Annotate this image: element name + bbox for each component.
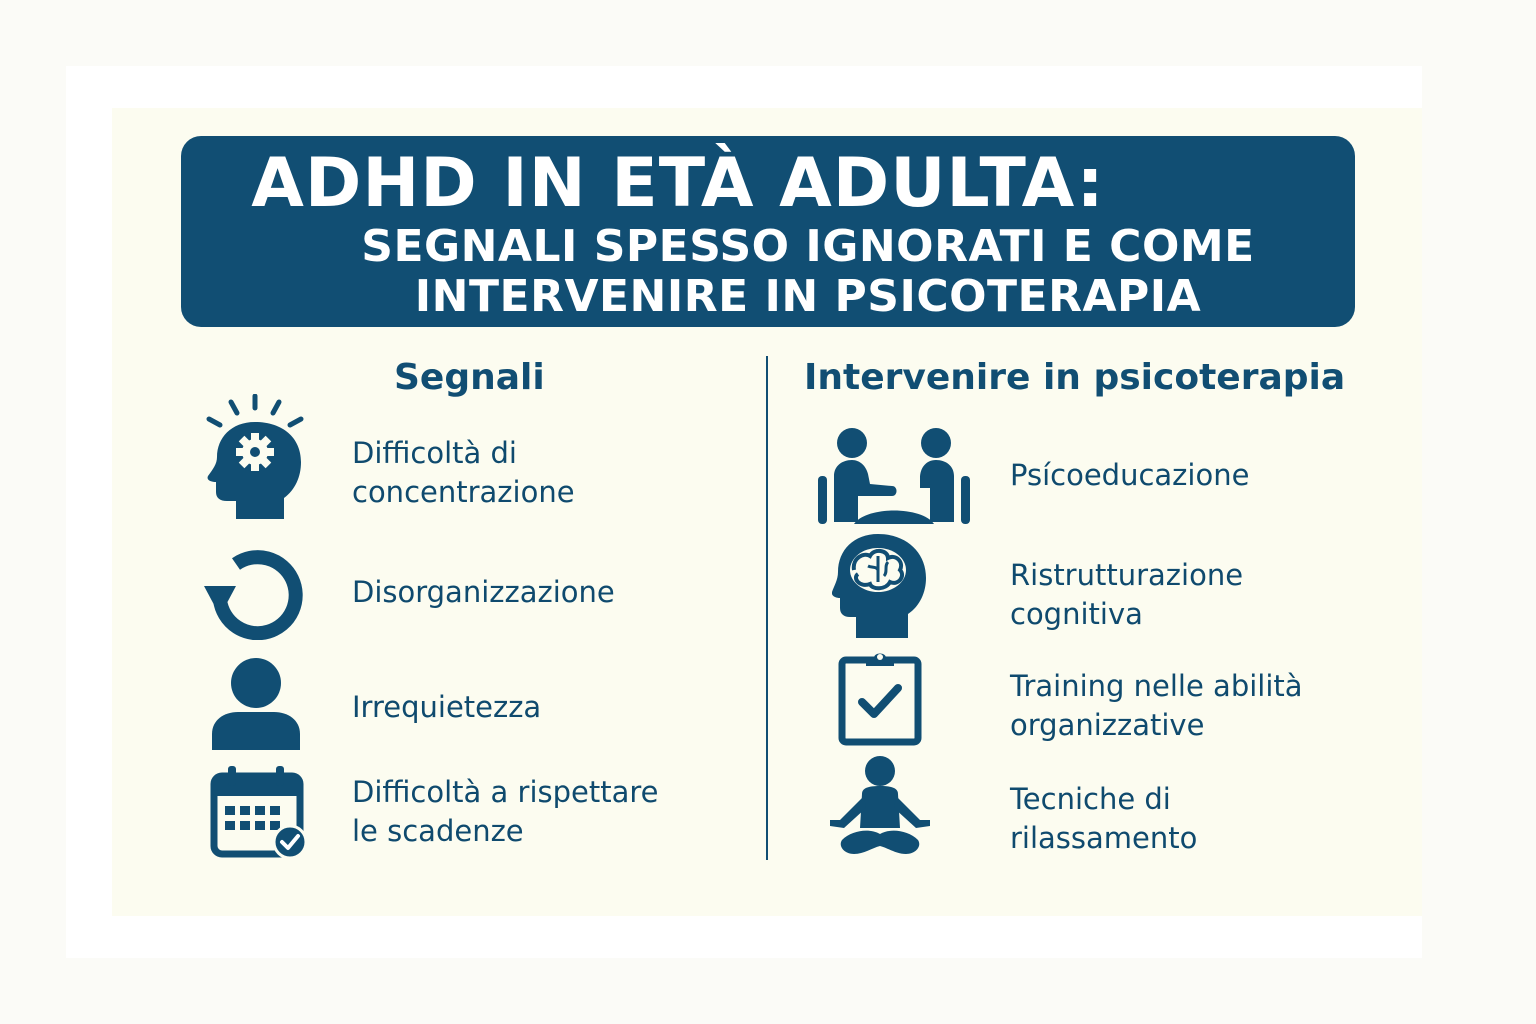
title-line-2: SEGNALI SPESSO IGNORATI E COME — [361, 221, 1255, 272]
signal-item-1 — [352, 434, 575, 512]
intervention-item-3-line-2: organizzative — [1010, 708, 1205, 742]
signal-item-1-line-1: Difficoltà di — [352, 436, 517, 470]
clipboard-check-icon — [838, 650, 922, 746]
signal-item-3 — [352, 688, 541, 727]
signal-item-4 — [352, 773, 659, 851]
intervention-item-3 — [1010, 667, 1303, 745]
intervention-item-2 — [1010, 556, 1243, 634]
intervention-item-4-line-2: rilassamento — [1010, 821, 1198, 855]
intervention-item-3-line-1: Training nelle abilità — [1010, 669, 1303, 703]
circular-arrow-icon — [202, 544, 306, 640]
intervention-item-1-line-1: Psícoeducazione — [1010, 458, 1250, 492]
intervention-item-2-line-2: cognitiva — [1010, 597, 1143, 631]
column-divider — [766, 356, 768, 860]
signal-item-1-line-2: concentrazione — [352, 475, 575, 509]
head-gear-icon — [203, 394, 307, 522]
intervention-item-4 — [1010, 780, 1197, 858]
signal-item-2 — [352, 573, 615, 612]
intervention-item-1 — [1010, 456, 1249, 495]
calendar-check-icon — [210, 766, 310, 860]
person-icon — [210, 658, 302, 752]
signal-item-4-line-2: le scadenze — [352, 814, 524, 848]
head-brain-icon — [832, 532, 928, 640]
intervention-item-2-line-1: Ristrutturazione — [1010, 558, 1244, 592]
signal-item-4-line-1: Difficoltà a rispettare — [352, 775, 659, 809]
title-line-1: ADHD IN ETÀ ADULTA: — [251, 144, 1105, 223]
signal-item-2-line-1: Disorganizzazione — [352, 575, 615, 609]
intervention-item-4-line-1: Tecniche di — [1010, 782, 1171, 816]
title-line-3: INTERVENIRE IN PSICOTERAPIA — [414, 271, 1202, 322]
signal-item-3-line-1: Irrequietezza — [352, 690, 542, 724]
interventions-heading: Intervenire in psicoterapia — [804, 357, 1346, 398]
signals-heading: Segnali — [394, 357, 545, 398]
therapy-session-icon — [818, 426, 970, 526]
meditation-icon — [826, 754, 934, 862]
